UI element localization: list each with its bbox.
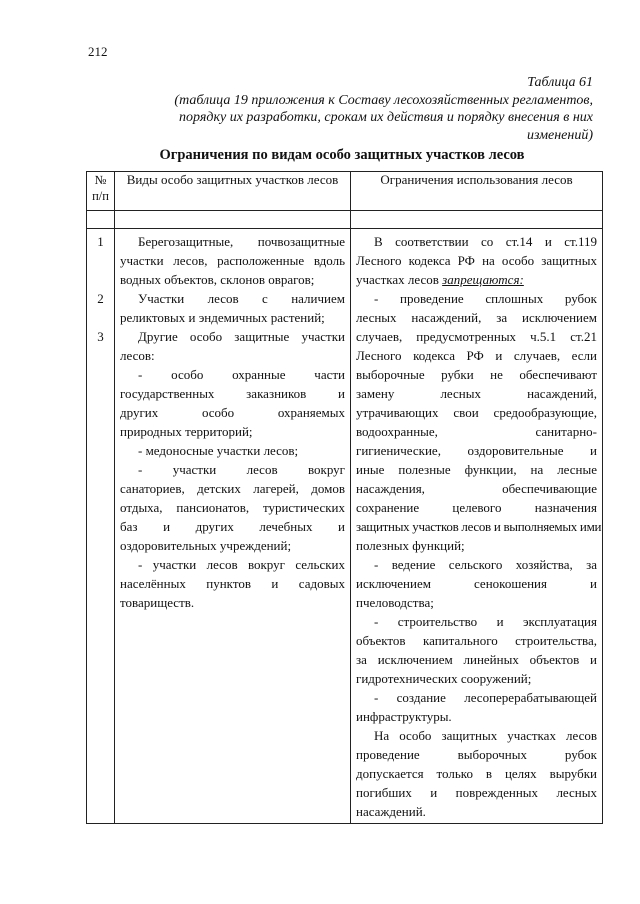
header-col2-label: Виды особо защитных участков лесов — [126, 172, 339, 187]
prohibited-label: запрещаются: — [442, 272, 524, 287]
restrictions-table — [86, 171, 603, 824]
table-body-row — [87, 229, 603, 824]
zones-cell — [115, 229, 351, 824]
zones-line: участки лесов, расположенные вдоль — [120, 253, 345, 268]
restrictions-line: за исключением линейных объектов и — [356, 652, 597, 667]
restrictions-line: замену лесных насаждений, — [356, 386, 597, 401]
page-number: 212 — [88, 44, 108, 59]
restrictions-line: - строительство и эксплуатация — [374, 614, 597, 629]
table-title: Ограничения по видам особо защитных участков лесов — [159, 147, 525, 163]
restrictions-line: иные полезные функции, на лесные — [356, 462, 597, 477]
restrictions-line: инфраструктуры. — [356, 709, 452, 724]
zones-line: Участки лесов с наличием — [138, 291, 345, 306]
zones-line: - медоносные участки лесов; — [138, 443, 299, 458]
header-number-cell — [87, 172, 115, 211]
row-number: 1 — [97, 234, 104, 249]
restrictions-line — [356, 270, 597, 289]
empty-row — [87, 211, 603, 229]
restrictions-line: выборочные рубки не обеспечивают — [356, 367, 597, 382]
restrictions-line: гигиенические, оздоровительные и — [356, 443, 597, 458]
header-col3-label: Ограничения использования лесов — [380, 172, 573, 187]
zones-line: отдыха, пансионатов, туристических — [120, 500, 345, 515]
restrictions-line: лесных насаждений, за исключением — [356, 310, 597, 325]
empty-cell — [87, 211, 115, 229]
header-col2-cell — [115, 172, 351, 211]
zones-line: реликтовых и эндемичных растений; — [120, 310, 325, 325]
restrictions-line: защитных участков лесов и выполняемых ими — [356, 519, 602, 534]
zones-line: государственных заказников и — [120, 386, 345, 401]
header-number-symbol: № — [94, 173, 107, 187]
caption-line: (таблица 19 приложения к Составу лесохозяйственных регламентов, — [174, 92, 593, 108]
restrictions-line: Лесного кодекса РФ на особо защитных — [356, 253, 597, 268]
restrictions-line: утрачивающих свои средообразующие, — [356, 405, 597, 420]
zones-line: Другие особо защитные участки — [138, 329, 345, 344]
header-col3-cell — [351, 172, 603, 211]
table-header-row — [87, 172, 603, 211]
table-caption — [93, 74, 593, 144]
header-number-label: п/п — [92, 189, 109, 203]
row-number: 3 — [97, 329, 104, 344]
restrictions-line: сохранение целевого назначения — [356, 500, 597, 515]
zones-line: других особо охраняемых — [120, 405, 345, 420]
caption-line: Таблица 61 — [527, 75, 593, 90]
restrictions-line: полезных функций; — [356, 538, 465, 553]
restrictions-line: проведение выборочных рубок — [356, 747, 597, 762]
restrictions-line: гидротехнических сооружений; — [356, 671, 532, 686]
zones-line: товариществ. — [120, 595, 195, 610]
restrictions-cell — [351, 229, 603, 824]
restrictions-line: водоохранные, санитарно- — [356, 424, 597, 439]
zones-line: - участки лесов вокруг сельских — [138, 557, 345, 572]
empty-cell — [115, 211, 351, 229]
row-number-cell — [87, 229, 115, 824]
restrictions-line: - ведение сельского хозяйства, за — [374, 557, 597, 572]
restrictions-text: участках лесов — [356, 272, 443, 287]
restrictions-line: насаждений. — [356, 804, 426, 819]
restrictions-line: На особо защитных участках лесов — [374, 728, 597, 743]
restrictions-line: - проведение сплошных рубок — [374, 291, 597, 306]
restrictions-line: исключением сенокошения и — [356, 576, 597, 591]
zones-line: лесов: — [120, 348, 155, 363]
zones-line: оздоровительных учреждений; — [120, 538, 292, 553]
zones-line: водных объектов, склонов оврагов; — [120, 272, 315, 287]
caption-line: изменений) — [526, 127, 593, 143]
zones-line: санаториев, детских лагерей, домов — [120, 481, 345, 496]
zones-line: природных территорий; — [120, 424, 253, 439]
caption-line: порядку их разработки, срокам их действия и порядку внесения в них — [179, 110, 593, 125]
zones-line: баз и других лечебных и — [120, 519, 345, 534]
row-number: 2 — [97, 291, 104, 306]
restrictions-line: В соответствии со ст.14 и ст.119 — [374, 234, 597, 249]
empty-cell — [351, 211, 603, 229]
restrictions-line: пчеловодства; — [356, 595, 434, 610]
zones-line: - особо охранные части — [138, 367, 345, 382]
restrictions-line: погибших и поврежденных лесных — [356, 785, 597, 800]
restrictions-line: насаждения, обеспечивающие — [356, 481, 597, 496]
zones-line: Берегозащитные, почвозащитные — [138, 234, 345, 249]
zones-line: населённых пунктов и садовых — [120, 576, 345, 591]
restrictions-line: допускается только в целях вырубки — [356, 766, 597, 781]
restrictions-line: объектов капитального строительства, — [356, 633, 597, 648]
restrictions-line: случаев, предусмотренных ч.5.1 ст.21 — [356, 329, 597, 344]
zones-line: - участки лесов вокруг — [138, 462, 345, 477]
restrictions-line: Лесного кодекса РФ и случаев, если — [356, 348, 597, 363]
restrictions-line: - создание лесоперерабатывающей — [374, 690, 597, 705]
